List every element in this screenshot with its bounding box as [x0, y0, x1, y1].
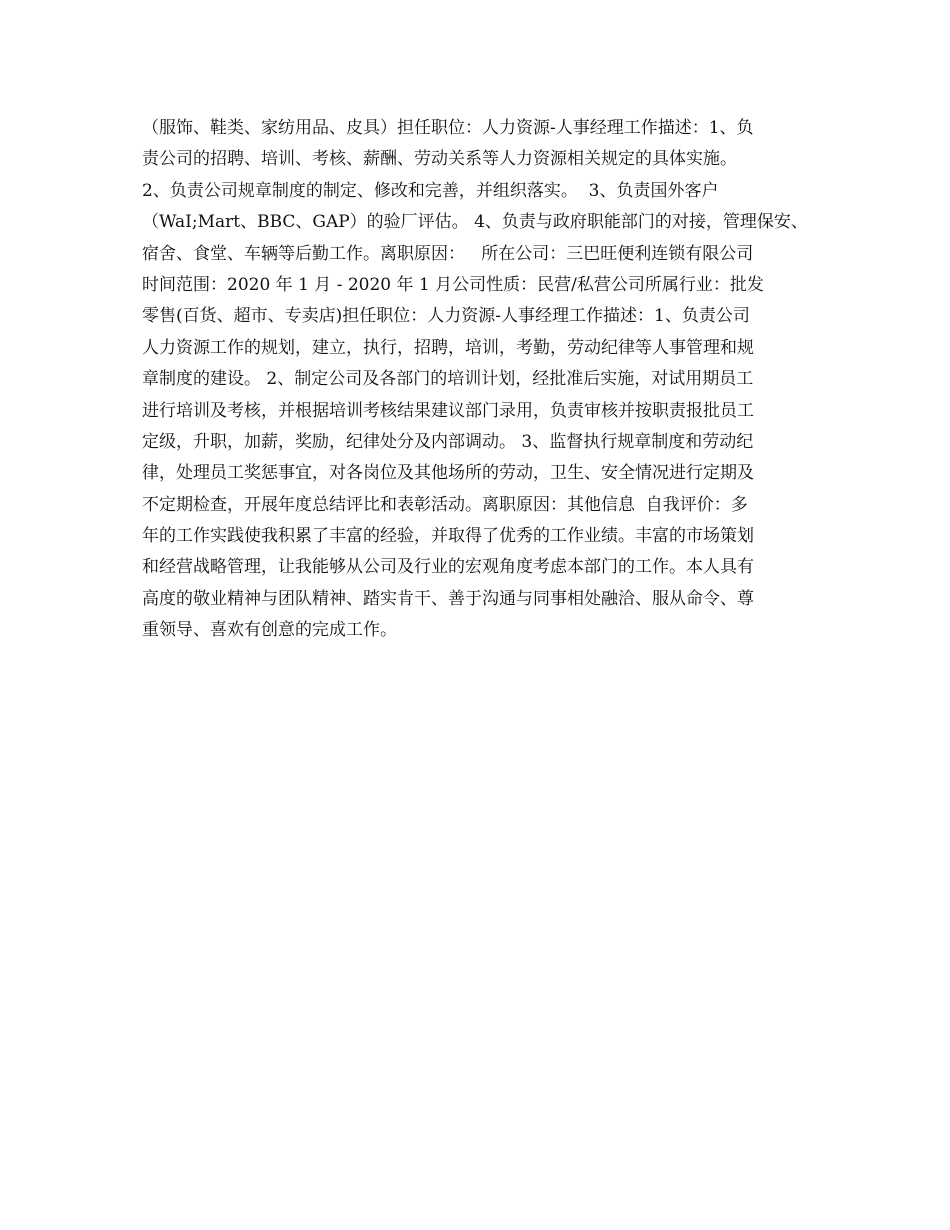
text-line: 零售(百货、超市、专卖店)担任职位：人力资源-人事经理工作描述：1、负责公司 — [142, 306, 750, 327]
text-line: 责公司的招聘、培训、考核、薪酬、劳动关系等人力资源相关规定的具体实施。 — [142, 149, 737, 170]
text-line: 时间范围：2020 年 1 月 - 2020 年 1 月公司性质：民营/私营公司所属行业：批发 — [142, 274, 764, 295]
text-line: 重领导、喜欢有创意的完成工作。 — [142, 620, 397, 641]
text-line: （服饰、鞋类、家纺用品、皮具）担任职位：人力资源-人事经理工作描述：1、负 — [142, 118, 754, 138]
text-line: 定级，升职，加薪，奖励，纪律处分及内部调动。 3、监督执行规章制度和劳动纪 — [142, 431, 754, 452]
text-line: 律，处理员工奖惩事宜，对各岗位及其他场所的劳动，卫生、安全情况进行定期及 — [142, 463, 754, 484]
text-line: 宿舍、食堂、车辆等后勤工作。离职原因： 所在公司：三巴旺便利连锁有限公司 — [142, 243, 754, 264]
text-line: 进行培训及考核，并根据培训考核结果建议部门录用，负责审核并按职责报批员工 — [142, 400, 754, 421]
text-line: 年的工作实践使我积累了丰富的经验，并取得了优秀的工作业绩。丰富的市场策划 — [142, 526, 754, 547]
text-line: 高度的敬业精神与团队精神、踏实肯干、善于沟通与同事相处融洽、服从命令、尊 — [142, 588, 754, 609]
text-line: 2、负责公司规章制度的制定、修改和完善，并组织落实。 3、负责国外客户 — [142, 180, 719, 201]
text-line: 不定期检查，开展年度总结评比和表彰活动。离职原因：其他信息 自我评价：多 — [142, 494, 748, 515]
text-line: 人力资源工作的规划，建立，执行，招聘，培训，考勤，劳动纪律等人事管理和规 — [142, 337, 754, 358]
text-line: 和经营战略管理，让我能够从公司及行业的宏观角度考虑本部门的工作。本人具有 — [142, 557, 754, 578]
text-line: 章制度的建设。 2、制定公司及各部门的培训计划，经批准后实施，对试用期员工 — [142, 369, 754, 390]
document-body — [142, 113, 822, 647]
text-line: （WaI;Mart、BBC、GAP）的验厂评估。 4、负责与政府职能部门的对接，管理保安、 — [142, 212, 808, 233]
